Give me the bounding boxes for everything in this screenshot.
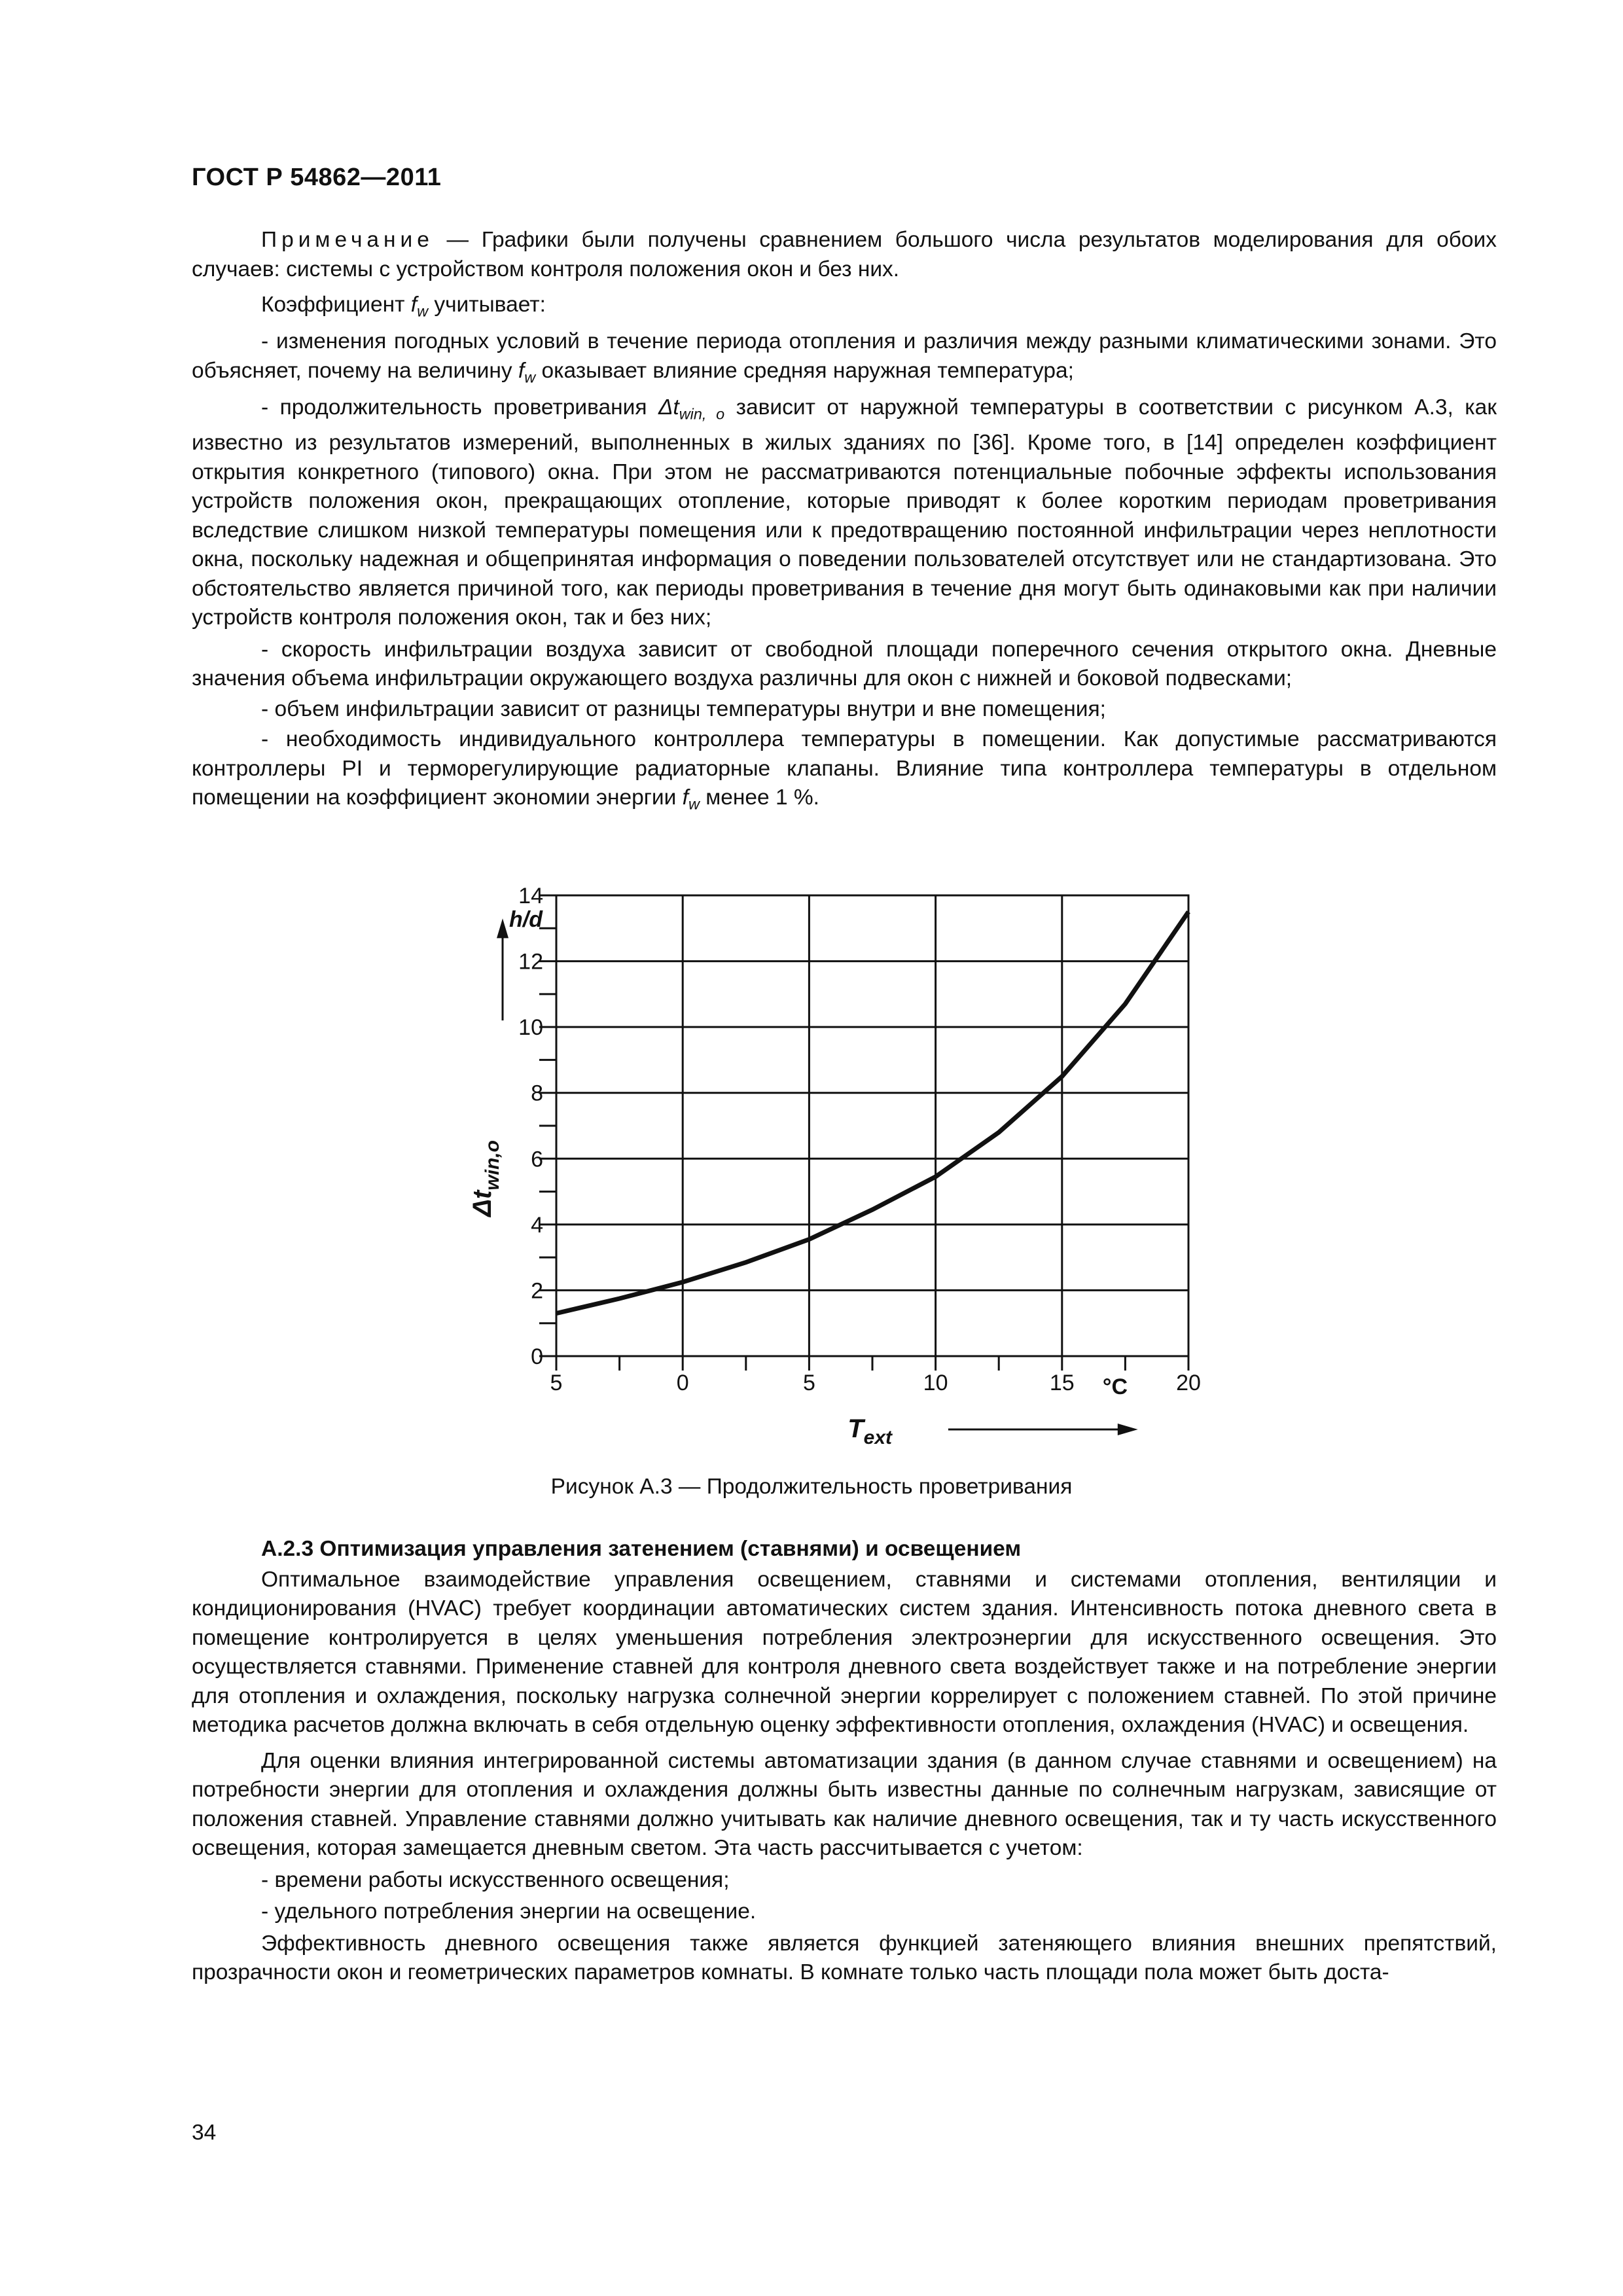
document-header: ГОСТ Р 54862—2011 bbox=[192, 164, 442, 191]
coef-subscript: w bbox=[417, 302, 429, 320]
section-paragraph: Оптимальное взаимодействие управления освещением, ставнями и системами отопления, вентиляции и кондиционирования (HVAC) требует координации автоматических систем здания. Интенсивность потока дневного света в помещение контролируется в целях уменьшения потребления электроэнергии для искусственного освещения. Это осуществляется ставнями. Применение ставней для контроля дневного света воздействует также и на потребление энергии для отопления и охлаждения, поскольку нагрузка солнечной энергии коррелирует с положением ставней. По этой причине методика расчетов должна включать в себя отдельную оценку эффективности отопления, охлаждения (HVAC) и освещения. bbox=[192, 1567, 1497, 1737]
list-item bbox=[192, 725, 1497, 819]
section-paragraph: Для оценки влияния интегрированной системы автоматизации здания (в данном случае ставнями и освещением) на потребности энергии для отопления и охлаждения должны быть известны данные по солнечным нагрузкам, зависящие от положения ставней. Управление ставнями должно учитывать как наличие дневного освещения, так и ту часть искусственного освещения, которая замещается дневным светом. Эта часть рассчитывается с учетом: bbox=[192, 1748, 1497, 1860]
note-label: Примечание bbox=[261, 228, 434, 252]
x-unit-label: °C bbox=[1102, 1374, 1128, 1399]
x-axis-arrow-head bbox=[1118, 1424, 1138, 1435]
list-item: - объем инфильтрации зависит от разницы температуры внутри и вне помещения; bbox=[261, 696, 1106, 721]
list-item bbox=[192, 393, 1497, 633]
section-paragraph: Эффективность дневного освещения также является функцией затеняющего влияния внешних препятствий, прозрачности окон и геометрических параметров комнаты. В комнате только часть площади пола может быть доста- bbox=[192, 1931, 1497, 1984]
item2-subscript: win, o bbox=[679, 405, 725, 423]
y-tick-label: 6 bbox=[531, 1147, 543, 1172]
item1-symbol: f bbox=[518, 358, 525, 383]
y-tick-label: 0 bbox=[531, 1344, 543, 1369]
item1-text-end: оказывает влияние средняя наружная температура; bbox=[535, 358, 1074, 383]
list-item: - удельного потребления энергии на освещение. bbox=[261, 1899, 757, 1924]
y-unit-label: h/d bbox=[509, 907, 543, 933]
lower-text bbox=[192, 1535, 1497, 1994]
data-series-line bbox=[556, 912, 1188, 1314]
item5-subscript: w bbox=[688, 795, 700, 813]
section-title: Оптимизация управления затенением (ставнями) и освещением bbox=[319, 1537, 1022, 1561]
item5-symbol: f bbox=[682, 785, 688, 810]
y-tick-label: 8 bbox=[531, 1081, 543, 1106]
page-number: 34 bbox=[192, 2121, 217, 2145]
y-tick-label: 4 bbox=[531, 1212, 543, 1238]
list-item bbox=[192, 327, 1497, 392]
x-tick-label: 20 bbox=[1176, 1371, 1201, 1395]
coef-suffix: учитывает: bbox=[428, 293, 546, 317]
section-heading bbox=[192, 1535, 1497, 1564]
y-tick-label: 10 bbox=[518, 1015, 543, 1041]
y-tick-label: 12 bbox=[518, 949, 543, 975]
section-number: А.2.3 bbox=[261, 1537, 314, 1561]
y-axis-title: $\Delta t_{win,o}$ bbox=[468, 1140, 503, 1217]
coef-symbol: f bbox=[410, 293, 418, 317]
list-item: - времени работы искусственного освещения; bbox=[261, 1867, 730, 1892]
y-tick-label: 14 bbox=[518, 884, 543, 908]
item2-text-end: зависит от наружной температуры в соответствии с рисунком А.3, как известно из результатов измерений, выполненных в жилых зданиях по [36]. Кроме того, в [14] определен коэффициент открытия конкретного (типового) окна. При этом не рассматриваются потенциальные побочные эффекты использования устройств положения окон, прекращающих отопление, которые приводят к более коротким периодам проветривания вследствие слишком низкой температуры помещения или к предотвращению постоянной инфильтрации через неплотности окна, поскольку надежная и общепринятая информация о поведении пользователей отсутствует или не стандартизована. Это обстоятельство является причиной того, как периоды проветривания в течение дня могут быть одинаковыми как при наличии устройств контроля положения окон, так и без них; bbox=[192, 395, 1497, 630]
item5-text-end: менее 1 %. bbox=[699, 785, 819, 810]
figure-a3 bbox=[458, 877, 1243, 1453]
item1-text: - изменения погодных условий в течение периода отопления и различия между разными климатическими зонами. Это объясняет, почему на величину bbox=[192, 329, 1497, 383]
coef-paragraph bbox=[192, 291, 1497, 326]
upper-text bbox=[192, 226, 1497, 825]
x-tick-label: 10 bbox=[923, 1371, 948, 1395]
x-tick-label: 5 bbox=[802, 1371, 815, 1395]
x-tick-label: 5 bbox=[550, 1371, 563, 1395]
y-axis-arrow-head bbox=[497, 918, 508, 938]
coef-prefix: Коэффициент bbox=[261, 293, 411, 317]
figure-caption: Рисунок А.3 — Продолжительность проветривания bbox=[550, 1475, 1073, 1499]
x-tick-label: 0 bbox=[676, 1371, 689, 1395]
item1-subscript: w bbox=[524, 368, 536, 386]
item2-text: - продолжительность проветривания bbox=[261, 395, 658, 420]
list-item: - скорость инфильтрации воздуха зависит от свободной площади поперечного сечения открытого окна. Дневные значения объема инфильтрации окружающего воздуха различны для окон с нижней и боковой подвесками; bbox=[192, 637, 1497, 691]
item5-text: - необходимость индивидуального контроллера температуры в помещении. Как допустимые рассматриваются контроллеры PI и терморегулирующие радиаторные клапаны. Влияние типа контроллера температуры в отдельном помещении на коэффициент экономии энергии bbox=[192, 727, 1497, 810]
x-tick-label: 15 bbox=[1049, 1371, 1075, 1395]
x-axis-title: $T_{ext}$ bbox=[847, 1414, 893, 1448]
note-paragraph bbox=[192, 226, 1497, 284]
item2-symbol: Δt bbox=[658, 395, 679, 420]
plot-frame bbox=[556, 895, 1188, 1356]
note-text: — Графики были получены сравнением большого числа результатов моделирования для обоих случаев: системы с устройством контроля положения окон и без них. bbox=[192, 228, 1497, 281]
ventilation-duration-chart bbox=[458, 877, 1243, 1453]
y-tick-label: 2 bbox=[531, 1278, 543, 1304]
